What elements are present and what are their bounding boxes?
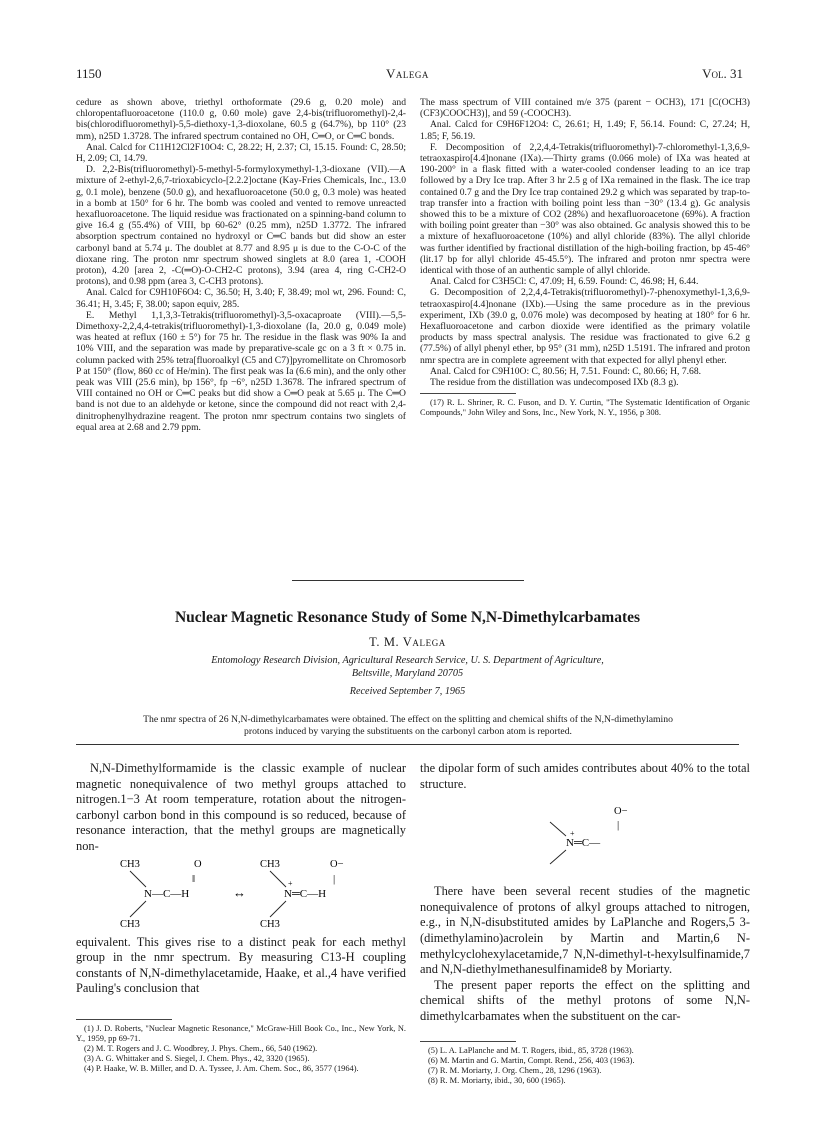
paragraph: D. 2,2-Bis(trifluoromethyl)-5-methyl-5-formyloxymethyl-1,3-dioxane (VII).—A mixture of 2-ethyl-2,6,7-trioxabicyclo-[2.2.2]octane (Kay-Fries Chemicals, Inc., 13.0 g, 0.1 mole), benzene (50.0 g), and hexafluoroacetone (50.0 g, 0.3 mole) was heated in a bomb at 150° for 6 hr. The bomb was cooled and vented to remove unreacted hexafluoroacetone. The liquid residue was fractionated on a spinning-band column to give 16.4 g (55.4%) of VIII, bp 60-62° (0.25 mm), n25D 1.3772. The infrared absorption spectrum contained no hydroxyl or C═C bands but did show an ester carbonyl band at 5.74 μ. The doublet at 8.77 and 8.95 μ is due to the C-O-C of the dioxane ring. The proton nmr spectrum showed singlets at 8.0 (area 1, -COOH proton), 4.20 [area 2, -C(═O)-O-CH2-C protons), 3.94 (area 4, ring C-CH2-O protons), and 0.98 ppm (area 3, C-CH3 protons).: [76, 164, 406, 288]
continued-experimental-left: [76, 97, 406, 433]
footnote: (17) R. L. Shriner, R. C. Fuson, and D. Y. Curtin, "The Systematic Identification of Organic Compounds," John Wiley and Sons, Inc., New York, N. Y., 1956, p 308.: [420, 398, 750, 418]
paragraph: Anal. Calcd for C3H5Cl: C, 47.09; H, 6.59. Found: C, 46.98; H, 6.44.: [430, 276, 699, 288]
footnote: (4) P. Haake, W. B. Miller, and D. A. Tyssee, J. Am. Chem. Soc., 86, 3577 (1964).: [84, 1064, 359, 1073]
structure-label: N—C—H: [144, 887, 190, 900]
affiliation-line: Entomology Research Division, Agricultural Research Service, U. S. Department of Agriculture,: [211, 655, 604, 666]
footnotes-right: [420, 1036, 750, 1086]
structure-label: CH3: [260, 918, 280, 930]
structure-label: N═C—: [566, 837, 601, 850]
footnote: (2) M. T. Rogers and J. C. Woodbrey, J. Phys. Chem., 66, 540 (1962).: [84, 1044, 318, 1053]
paragraph: cedure as shown above, triethyl orthoformate (29.6 g, 0.20 mole) and chloropentafluoroacetone (110.0 g, 0.60 mole) gave 2,4-bis(trifluoromethyl)-2,4-bis(chlorodifluoromethyl)-5,5-diethoxy-1,3-dioxolane, 60.5 g (64.7%), bp 110° (23 mm), n25D 1.3728. The infrared spectrum contained no OH, C═O, or C═C bonds.: [76, 97, 406, 142]
paragraph: Anal. Calcd for C9H10F6O4: C, 36.50; H, 3.40; F, 38.49; mol wt, 296. Found: C, 36.41; H, 3.45; F, 38.00; sapon equiv, 285.: [76, 287, 406, 310]
structure-label: ↔: [233, 884, 246, 900]
footnote: (6) M. Martin and G. Martin, Compt. Rend., 256, 403 (1963).: [428, 1056, 635, 1065]
structure-label: N═C—H: [284, 887, 327, 900]
footnote: (7) R. M. Moriarty, J. Org. Chem., 28, 1296 (1963).: [428, 1066, 602, 1075]
footnotes-left: [76, 1014, 406, 1074]
footnote-rule: [76, 1019, 172, 1020]
paragraph: The residue from the distillation was undecomposed IXb (8.3 g).: [430, 377, 679, 389]
abstract: The nmr spectra of 26 N,N-dimethylcarbamates were obtained. The effect on the splitting and chemical shifts of the N,N-dimethylamino protons induced by varying the substituents on the carbonyl carbon atom is reported.: [143, 714, 673, 737]
page-number: 1150: [76, 66, 102, 81]
volume-label: Vol. 31: [702, 66, 743, 81]
footnote: (1) J. D. Roberts, "Nuclear Magnetic Resonance," McGraw-Hill Book Co., Inc., New York, N. Y., 1959, pp 69-71.: [76, 1024, 406, 1043]
paragraph: G. Decomposition of 2,2,4,4-Tetrakis(trifluoromethyl)-7-phenoxymethyl-1,3,6,9-tetraoxaspiro[4.4]nonane (IXb).—Using the same procedure as in the previous experiment, IXb (39.0 g, 0.076 mole) was decomposed by heating at 180° for 6 hr. Hexafluoroacetone and carbon dioxide were identified as the primary volatile products by mass spectral analysis. The residue was fractionated to give 6.2 g (77.5%) of allyl phenyl ether, bp 95° (31 mm), n25D 1.5191. The infrared and proton nmr spectra are in complete agreement with that expected for allyl phenyl ether.: [420, 287, 750, 366]
received-date: Received September 7, 1965: [349, 686, 466, 697]
affiliation: [0, 654, 815, 680]
structure-label: O−: [330, 858, 344, 870]
footnote-rule: [420, 1041, 516, 1042]
footnote: (3) A. G. Whittaker and S. Siegel, J. Chem. Phys., 42, 3320 (1965).: [84, 1054, 310, 1063]
paragraph: F. Decomposition of 2,2,4,4-Tetrakis(trifluoromethyl)-7-chloromethyl-1,3,6,9-tetraoxaspiro[4.4]nonane (IXa).—Thirty grams (0.066 mole) of IXa was heated at 190-200° in a flask fitted with a water-cooled condenser leading to an ice trap followed by a Dry Ice trap. After 3 hr 2.5 g of IXa remained in the flask. The ice trap contained 0.7 g and the Dry Ice trap contained 29.2 g which was separated by trap-to-trap transfer into a fraction with boiling point less than −30° (13.4 g). Gc analysis showed this to be a mixture of CO2 (28%) and hexafluoroacetone (69%). A fraction with boiling point greater than −30° was also obtained. Gc analysis showed this to be a mixture of hexafluoroacetone (10%) and allyl chloride (83%). The allyl chloride was further identified by fractional distillation of the high-boiling fraction, bp 45-46° (lit.17 bp for allyl chloride 45-45.5°). The infrared and proton nmr spectra were identical with those of an authentic sample of allyl chloride.: [420, 141, 750, 277]
continued-experimental-right: [420, 97, 750, 418]
article-title: Nuclear Magnetic Resonance Study of Some N,N-Dimethylcarbamates: [174, 609, 641, 626]
running-author: Valega: [386, 66, 429, 81]
paragraph: Anal. Calcd for C9H10O: C, 80.56; H, 7.51. Found: C, 80.66; H, 7.68.: [430, 365, 702, 377]
abstract-rule: [76, 744, 739, 745]
article-author: T. M. Valega: [369, 635, 446, 649]
footnote: (8) R. M. Moriarty, ibid., 30, 600 (1965).: [428, 1076, 566, 1085]
paragraph: N,N-Dimethylformamide is the classic example of nuclear magnetic nonequivalence of two methyl groups attached to nitrogen.1−3 At room temperature, rotation about the nitrogen-carbonyl carbon bond in this compound is so reduced, because of resonance interaction, that the methyl groups are magnetically non-: [76, 761, 406, 853]
structure-label: O−: [614, 806, 628, 818]
structure-label: +: [570, 829, 575, 839]
footnote-rule: [420, 393, 516, 394]
structure-label: |: [617, 819, 620, 832]
resonance-structure: [76, 855, 406, 935]
paragraph: E. Methyl 1,1,3,3-Tetrakis(trifluoromethyl)-3,5-oxacaproate (VIII).—5,5-Dimethoxy-2,2,4,4-tetrakis(trifluoromethyl)-1,3-dioxolane (Ia, 20.0 g, 0.049 mole) was heated at reflux (160 ± 5°) for 75 hr. The residue in the flask was 90% Ia and 10% VIII, and the separation was made by preparative-scale gc on a 3 ft × 0.75 in. column packed with 25% tetra[fluoroalkyl (C5 and C7)]pyromellitate on Chromosorb P at 150° (flow, 860 cc of He/min). The first peak was Ia (6.6 min), and the only other peak was VIII (25.6 min), bp 156°, fp −6°, n25D 1.3678. The infrared spectrum of VIII contained no OH or C═C peaks but did show a C═O peak at 5.65 μ. The C═O band is not due to an aldehyde or ketone, since the compound did not react with 2,4-dinitrophenylhydrazine reagent. The proton nmr spectrum contains two singlets of equal area at 2.68 and 2.79 ppm.: [76, 309, 406, 433]
structure-label: CH3: [120, 918, 140, 930]
structure-label: CH3: [260, 858, 280, 870]
structure-label: ‖: [192, 872, 196, 885]
dipolar-structure: [420, 792, 750, 866]
running-header: [0, 66, 815, 86]
paragraph: Anal. Calcd for C11H12Cl2F10O4: C, 28.22; H, 2.37; Cl, 15.15. Found: C, 28.50; H, 2.09; Cl, 14.79.: [76, 141, 406, 165]
structure-label: CH3: [120, 858, 140, 870]
structure-label: +: [288, 878, 293, 888]
affiliation-line: Beltsville, Maryland 20705: [351, 668, 464, 679]
paragraph: Anal. Calcd for C9H6F12O4: C, 26.61; H, 1.49; F, 56.14. Found: C, 27.24; H, 1.85; F, 56.19.: [420, 119, 750, 142]
structure-label: |: [333, 872, 336, 885]
paragraph: the dipolar form of such amides contributes about 40% to the total structure.: [420, 761, 750, 791]
body-column-right: [420, 761, 750, 1025]
paragraph: equivalent. This gives rise to a distinct peak for each methyl group in the nmr spectrum. By measuring C13-H coupling constants of N,N-dimethylacetamide, Haake, et al.,4 have verified Pauling's conclusion that: [76, 934, 406, 996]
body-column-left: [76, 761, 406, 997]
footnote: (5) L. A. LaPlanche and M. T. Rogers, ibid., 85, 3728 (1963).: [428, 1046, 634, 1055]
article-separator: [292, 580, 524, 581]
paragraph: The mass spectrum of VIII contained m/e 375 (parent − OCH3), 171 [C(OCH3)(CF3)COOCH3)], and 59 (-COOCH3).: [420, 97, 750, 120]
paragraph: There have been several recent studies of the magnetic nonequivalence of protons of alkyl groups attached to nitrogen, e.g., in N,N-disubstituted amides by LaPlanche and Rogers,5 3-(dimethylamino)acrolein by Martin and Martin,6 N-methylcyclohexylacetamide,7 N,N-dimethyl-t-hexylsulfinamide,7 and N,N-diethylmethanesulfinamide8 by Moriarty.: [420, 884, 750, 977]
structure-label: O: [194, 858, 202, 870]
paragraph: The present paper reports the effect on the splitting and chemical shifts of the methyl protons of some N,N-dimethylcarbamates when the substituent on the car-: [420, 977, 750, 1023]
